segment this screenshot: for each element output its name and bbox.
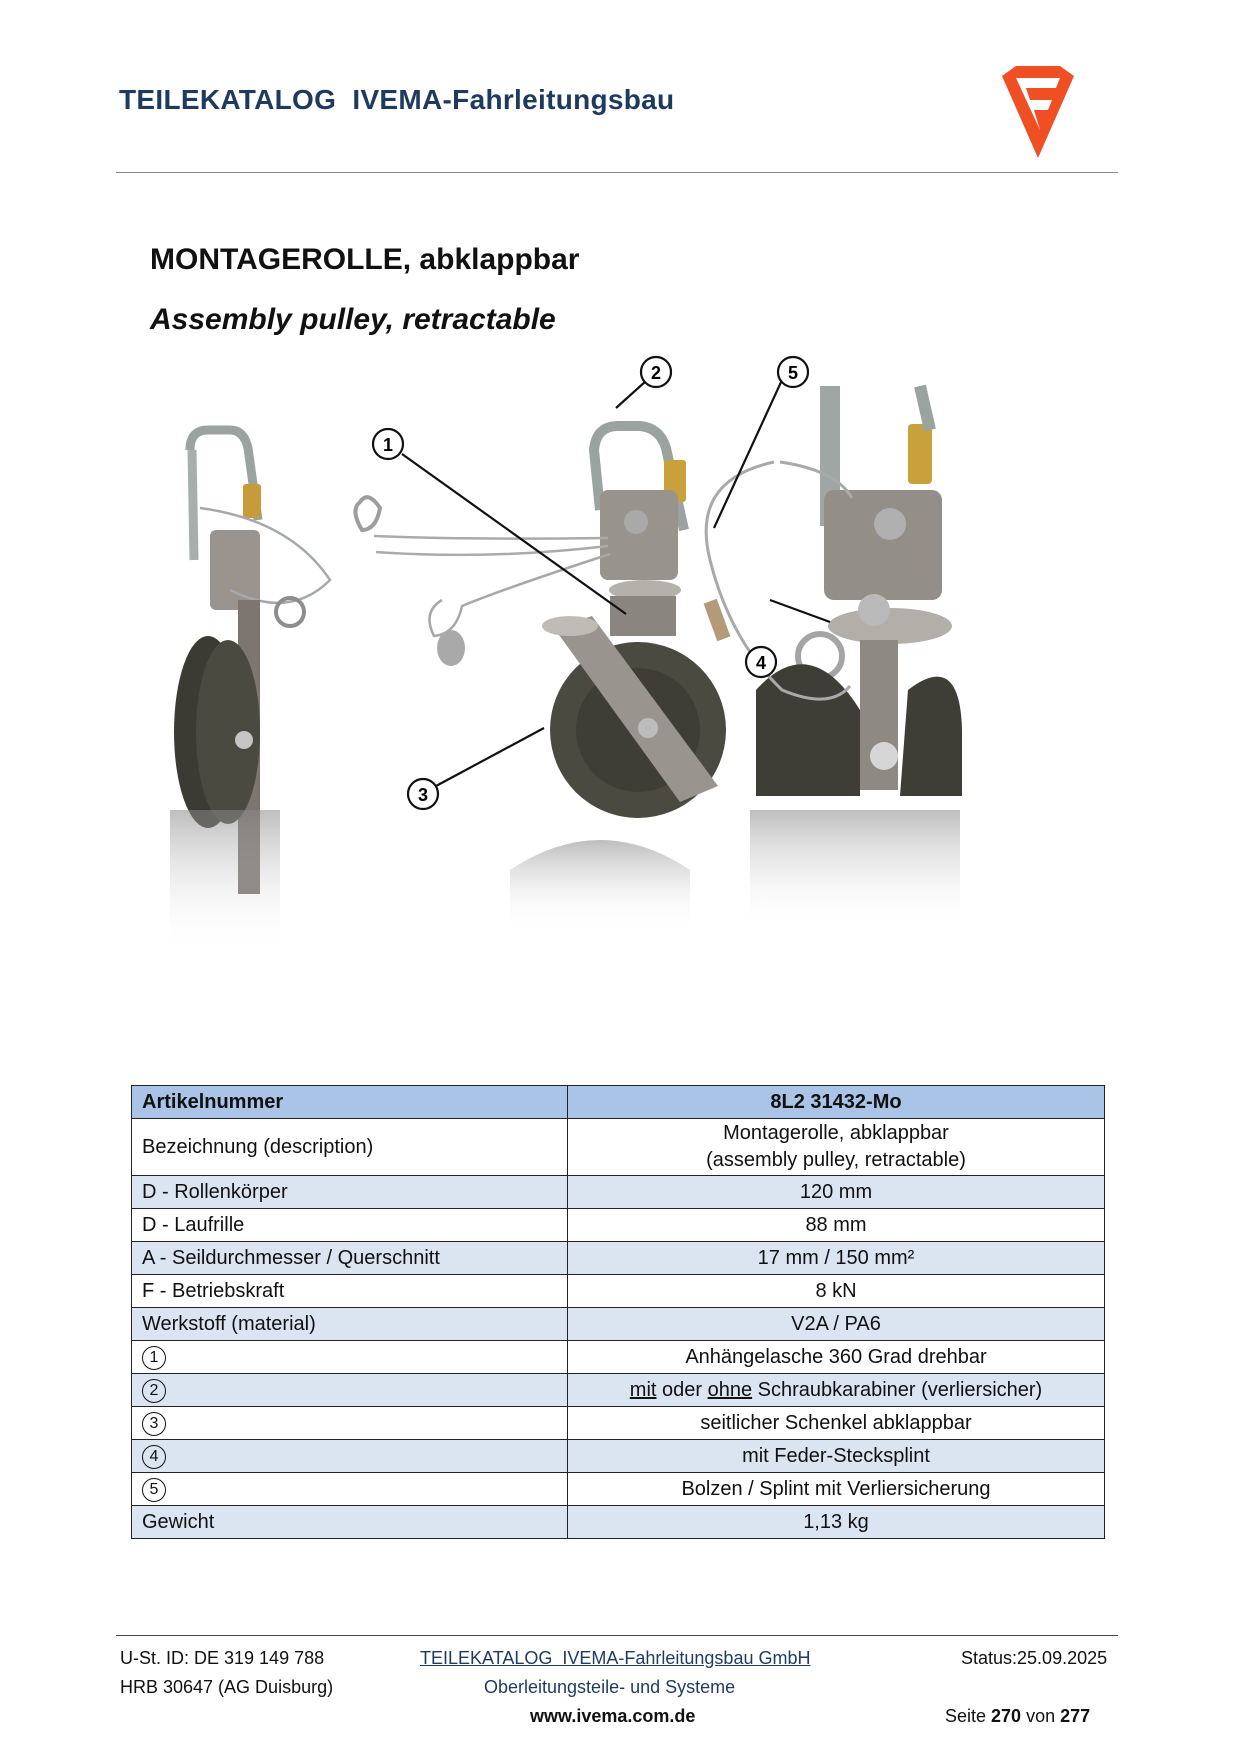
footer-divider bbox=[116, 1635, 1118, 1636]
row-label: Werkstoff (material) bbox=[132, 1308, 568, 1341]
callout-3-label: 3 bbox=[417, 785, 429, 805]
callout-2-label: 2 bbox=[650, 363, 662, 383]
table-row bbox=[132, 1209, 1105, 1242]
number-1-icon: 1 bbox=[142, 1346, 166, 1370]
row-value: Anhängelasche 360 Grad drehbar bbox=[568, 1341, 1105, 1374]
footer-subtitle: Oberleitungsteile- und Systeme bbox=[484, 1677, 736, 1697]
row-value: V2A / PA6 bbox=[568, 1308, 1105, 1341]
table-row bbox=[132, 1506, 1105, 1539]
row-label: D - Laufrille bbox=[132, 1209, 568, 1242]
pulley-front-view bbox=[355, 426, 726, 818]
table-row bbox=[132, 1119, 1105, 1176]
row-value: 8 kN bbox=[568, 1275, 1105, 1308]
callout-1 bbox=[373, 429, 403, 459]
table-header-row bbox=[132, 1086, 1105, 1119]
ivema-logo-icon bbox=[996, 64, 1080, 160]
description-label: Bezeichnung (description) bbox=[132, 1119, 568, 1176]
table-row bbox=[132, 1407, 1105, 1440]
weight-value: 1,13 kg bbox=[568, 1506, 1105, 1539]
callout-5 bbox=[778, 357, 808, 387]
row-value: 88 mm bbox=[568, 1209, 1105, 1242]
weight-label: Gewicht bbox=[132, 1506, 568, 1539]
article-number-label: Artikelnummer bbox=[132, 1086, 568, 1119]
row-value: seitlicher Schenkel abklappbar bbox=[568, 1407, 1105, 1440]
footer-website[interactable]: www.ivema.com.de bbox=[530, 1706, 696, 1726]
row-value: 17 mm / 150 mm² bbox=[568, 1242, 1105, 1275]
trade-register: HRB 30647 (AG Duisburg) bbox=[120, 1677, 334, 1697]
row-label: D - Rollenkörper bbox=[132, 1176, 568, 1209]
table-row bbox=[132, 1176, 1105, 1209]
product-photos bbox=[130, 363, 1110, 1070]
callout-4 bbox=[746, 647, 776, 677]
table-row bbox=[132, 1242, 1105, 1275]
vat-id: U-St. ID: DE 319 149 788 bbox=[120, 1648, 325, 1668]
row-label: A - Seildurchmesser / Querschnitt bbox=[132, 1242, 568, 1275]
status-date: Status:25.09.2025 bbox=[961, 1648, 1108, 1668]
table-row bbox=[132, 1275, 1105, 1308]
catalog-title: TEILEKATALOG IVEMA-Fahrleitungsbau bbox=[119, 84, 675, 115]
callout-2 bbox=[641, 357, 671, 387]
table-row bbox=[132, 1341, 1105, 1374]
product-title-de: MONTAGEROLLE, abklappbar bbox=[150, 243, 580, 276]
reflection bbox=[170, 810, 280, 950]
pulley-closeup-view bbox=[704, 386, 962, 796]
table-row bbox=[132, 1374, 1105, 1407]
row-label: F - Betriebskraft bbox=[132, 1275, 568, 1308]
header-divider bbox=[116, 172, 1118, 173]
table-row bbox=[132, 1440, 1105, 1473]
callout-4-label: 4 bbox=[755, 653, 767, 673]
row-value: mit oder ohne Schraubkarabiner (verliersicher) bbox=[568, 1374, 1105, 1407]
callout-3 bbox=[408, 779, 438, 809]
description-value: Montagerolle, abklappbar (assembly pulley, retractable) bbox=[568, 1119, 1105, 1176]
article-number-value: 8L2 31432-Mo bbox=[568, 1086, 1105, 1119]
page-number: Seite 270 von 277 bbox=[945, 1706, 1091, 1726]
row-value: mit Feder-Stecksplint bbox=[568, 1440, 1105, 1473]
number-3-icon: 3 bbox=[142, 1412, 166, 1436]
table-row bbox=[132, 1473, 1105, 1506]
spec-table bbox=[131, 1085, 1105, 1539]
callout-5-label: 5 bbox=[787, 363, 799, 383]
number-2-icon: 2 bbox=[142, 1379, 166, 1403]
row-value: 120 mm bbox=[568, 1176, 1105, 1209]
row-value: Bolzen / Splint mit Verliersicherung bbox=[568, 1473, 1105, 1506]
product-title-en: Assembly pulley, retractable bbox=[150, 303, 556, 336]
table-row bbox=[132, 1308, 1105, 1341]
callout-1-label: 1 bbox=[382, 435, 394, 455]
number-5-icon: 5 bbox=[142, 1478, 166, 1502]
number-4-icon: 4 bbox=[142, 1445, 166, 1469]
footer-company-link[interactable]: TEILEKATALOG IVEMA-Fahrleitungsbau GmbH bbox=[420, 1648, 811, 1668]
